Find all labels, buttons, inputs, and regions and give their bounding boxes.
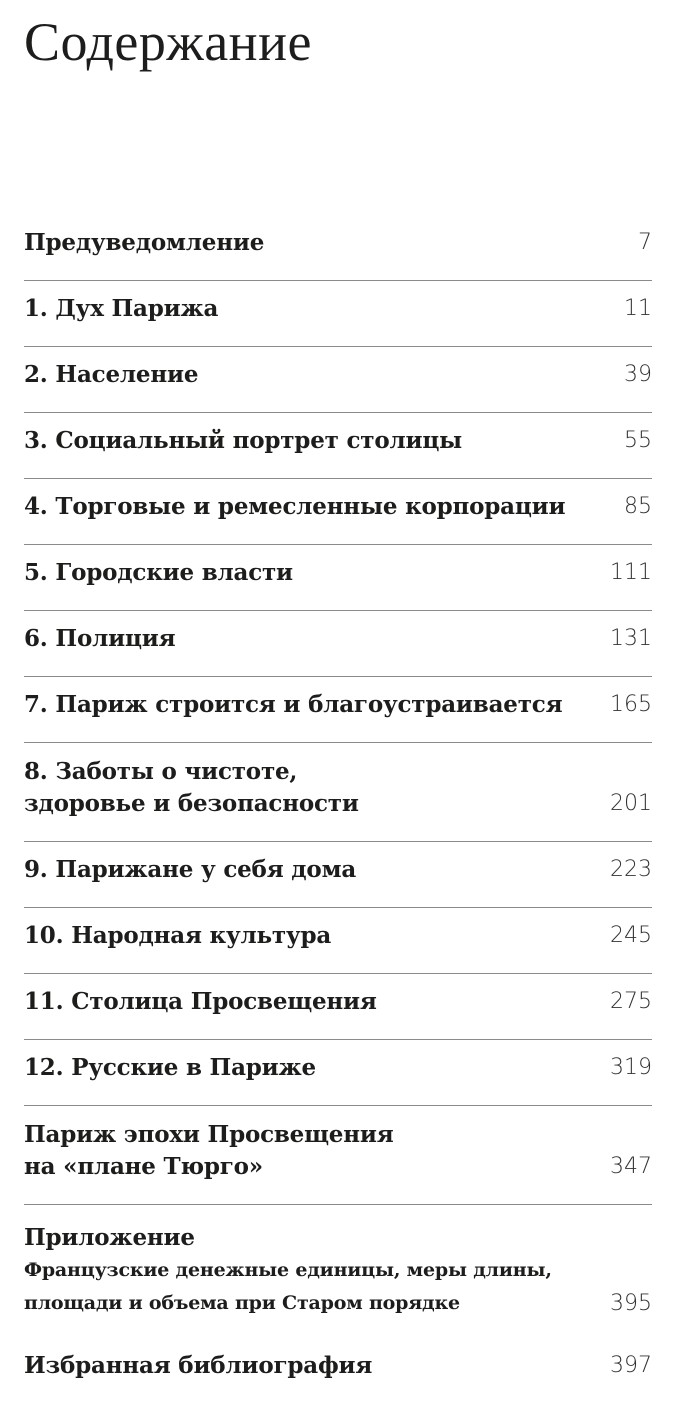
toc-entry-chapter-5[interactable]: [24, 545, 652, 611]
toc-entry-chapter-8[interactable]: [24, 743, 652, 842]
toc-entry-title: 7. Париж строится и благоустраивается: [24, 691, 563, 718]
toc-entry-page: 347: [610, 1154, 652, 1179]
toc-entry-title-line: здоровье и безопасности: [24, 790, 359, 817]
appendix-subtitle-line: площади и объема при Старом порядке: [24, 1292, 460, 1314]
toc-entry-title-line: Париж эпохи Просвещения: [24, 1121, 394, 1148]
toc-entry-page: 111: [610, 560, 652, 585]
toc-entry-title: 9. Парижане у себя дома: [24, 856, 357, 883]
toc-entry-title: 11. Столица Просвещения: [24, 988, 377, 1015]
toc-entry-foreword[interactable]: [24, 213, 652, 281]
toc-entry-page: 165: [610, 692, 652, 717]
appendix-heading: Приложение: [24, 1224, 195, 1251]
toc-entry-page: 223: [610, 857, 652, 882]
toc-entry-page: 245: [610, 923, 652, 948]
table-of-contents: [24, 213, 652, 1403]
toc-entry-title: Предуведомление: [24, 229, 265, 256]
toc-entry-chapter-11[interactable]: [24, 974, 652, 1040]
toc-entry-chapter-6[interactable]: [24, 611, 652, 677]
toc-entry-title: 12. Русские в Париже: [24, 1054, 316, 1081]
toc-entry-page: 201: [610, 791, 652, 816]
toc-entry-page: 85: [624, 494, 652, 519]
toc-entry-title: Избранная библиография: [24, 1352, 373, 1379]
toc-entry-title: 10. Народная культура: [24, 922, 332, 949]
toc-entry-appendix[interactable]: [24, 1205, 652, 1337]
toc-entry-page: 397: [610, 1353, 652, 1378]
toc-entry-title: 3. Социальный портрет столицы: [24, 427, 463, 454]
toc-entry-page: 131: [610, 626, 652, 651]
toc-entry-title: 1. Дух Парижа: [24, 295, 219, 322]
toc-entry-chapter-9[interactable]: [24, 842, 652, 908]
toc-entry-title: 6. Полиция: [24, 625, 176, 652]
toc-entry-page: 7: [638, 230, 652, 255]
toc-entry-title: 4. Торговые и ремесленные корпорации: [24, 493, 566, 520]
toc-entry-page: 275: [610, 989, 652, 1014]
toc-entry-chapter-10[interactable]: [24, 908, 652, 974]
toc-entry-chapter-4[interactable]: [24, 479, 652, 545]
appendix-subtitle-line: Французские денежные единицы, меры длины,: [24, 1259, 552, 1281]
page-title: Содержание: [24, 12, 312, 72]
toc-entry-title: [24, 1222, 552, 1320]
toc-entry-chapter-7[interactable]: [24, 677, 652, 743]
toc-entry-page: 11: [624, 296, 652, 321]
toc-entry-page: 55: [624, 428, 652, 453]
toc-entry-title: [24, 1119, 394, 1183]
toc-entry-bibliography[interactable]: [24, 1337, 652, 1403]
toc-entry-chapter-3[interactable]: [24, 413, 652, 479]
toc-entry-chapter-12[interactable]: [24, 1040, 652, 1106]
toc-entry-title: [24, 756, 359, 820]
toc-entry-page: 319: [610, 1055, 652, 1080]
toc-entry-chapter-1[interactable]: [24, 281, 652, 347]
toc-entry-title: 2. Население: [24, 361, 199, 388]
toc-entry-page: 395: [610, 1291, 652, 1316]
toc-entry-page: 39: [624, 362, 652, 387]
toc-entry-title-line: на «плане Тюрго»: [24, 1153, 263, 1180]
toc-entry-turgot-plan[interactable]: [24, 1106, 652, 1205]
toc-entry-title: 5. Городские власти: [24, 559, 293, 586]
toc-entry-chapter-2[interactable]: [24, 347, 652, 413]
toc-entry-title-line: 8. Заботы о чистоте,: [24, 758, 298, 785]
